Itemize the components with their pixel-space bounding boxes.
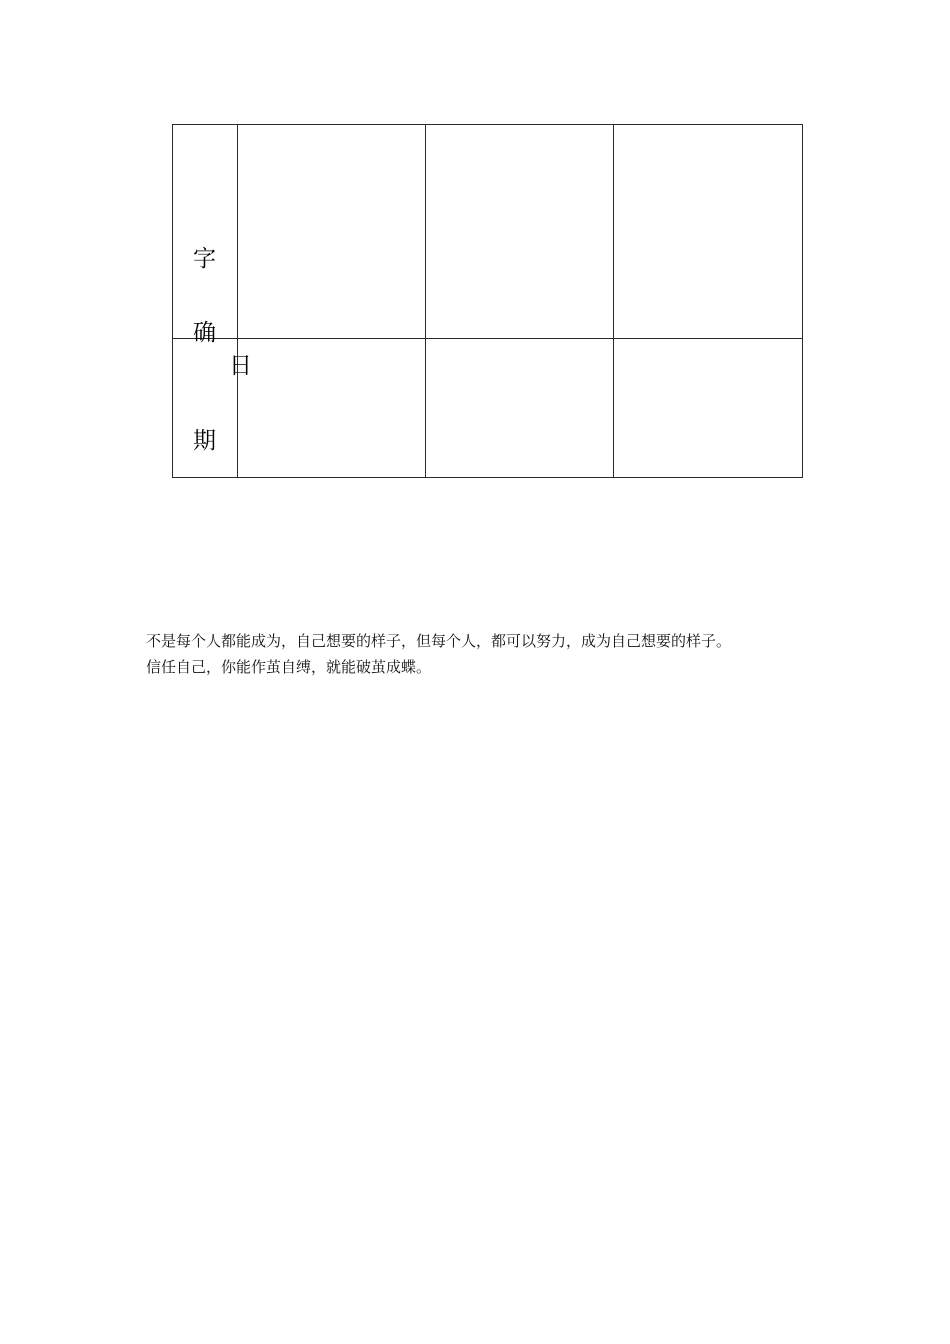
quote-line: 信任自己，你能作茧自缚，就能破茧成蝶。 xyxy=(146,658,432,676)
label-char: 期 xyxy=(193,428,216,454)
closing-quote xyxy=(146,628,826,680)
quote-line: 不是每个人都能成为，自己想要的样子，但每个人，都可以努力，成为自己想要的样子。 xyxy=(146,632,732,650)
table-cell-empty xyxy=(238,125,425,338)
table-cell-empty xyxy=(426,339,613,477)
table-cell-empty xyxy=(614,125,802,338)
signature-date-table xyxy=(172,124,803,478)
table-cell-empty xyxy=(238,339,425,477)
label-char: 日 xyxy=(229,353,252,379)
label-char: 字 xyxy=(193,246,216,272)
label-char: 确 xyxy=(193,320,216,346)
table-cell-empty xyxy=(426,125,613,338)
table-cell-empty xyxy=(614,339,802,477)
